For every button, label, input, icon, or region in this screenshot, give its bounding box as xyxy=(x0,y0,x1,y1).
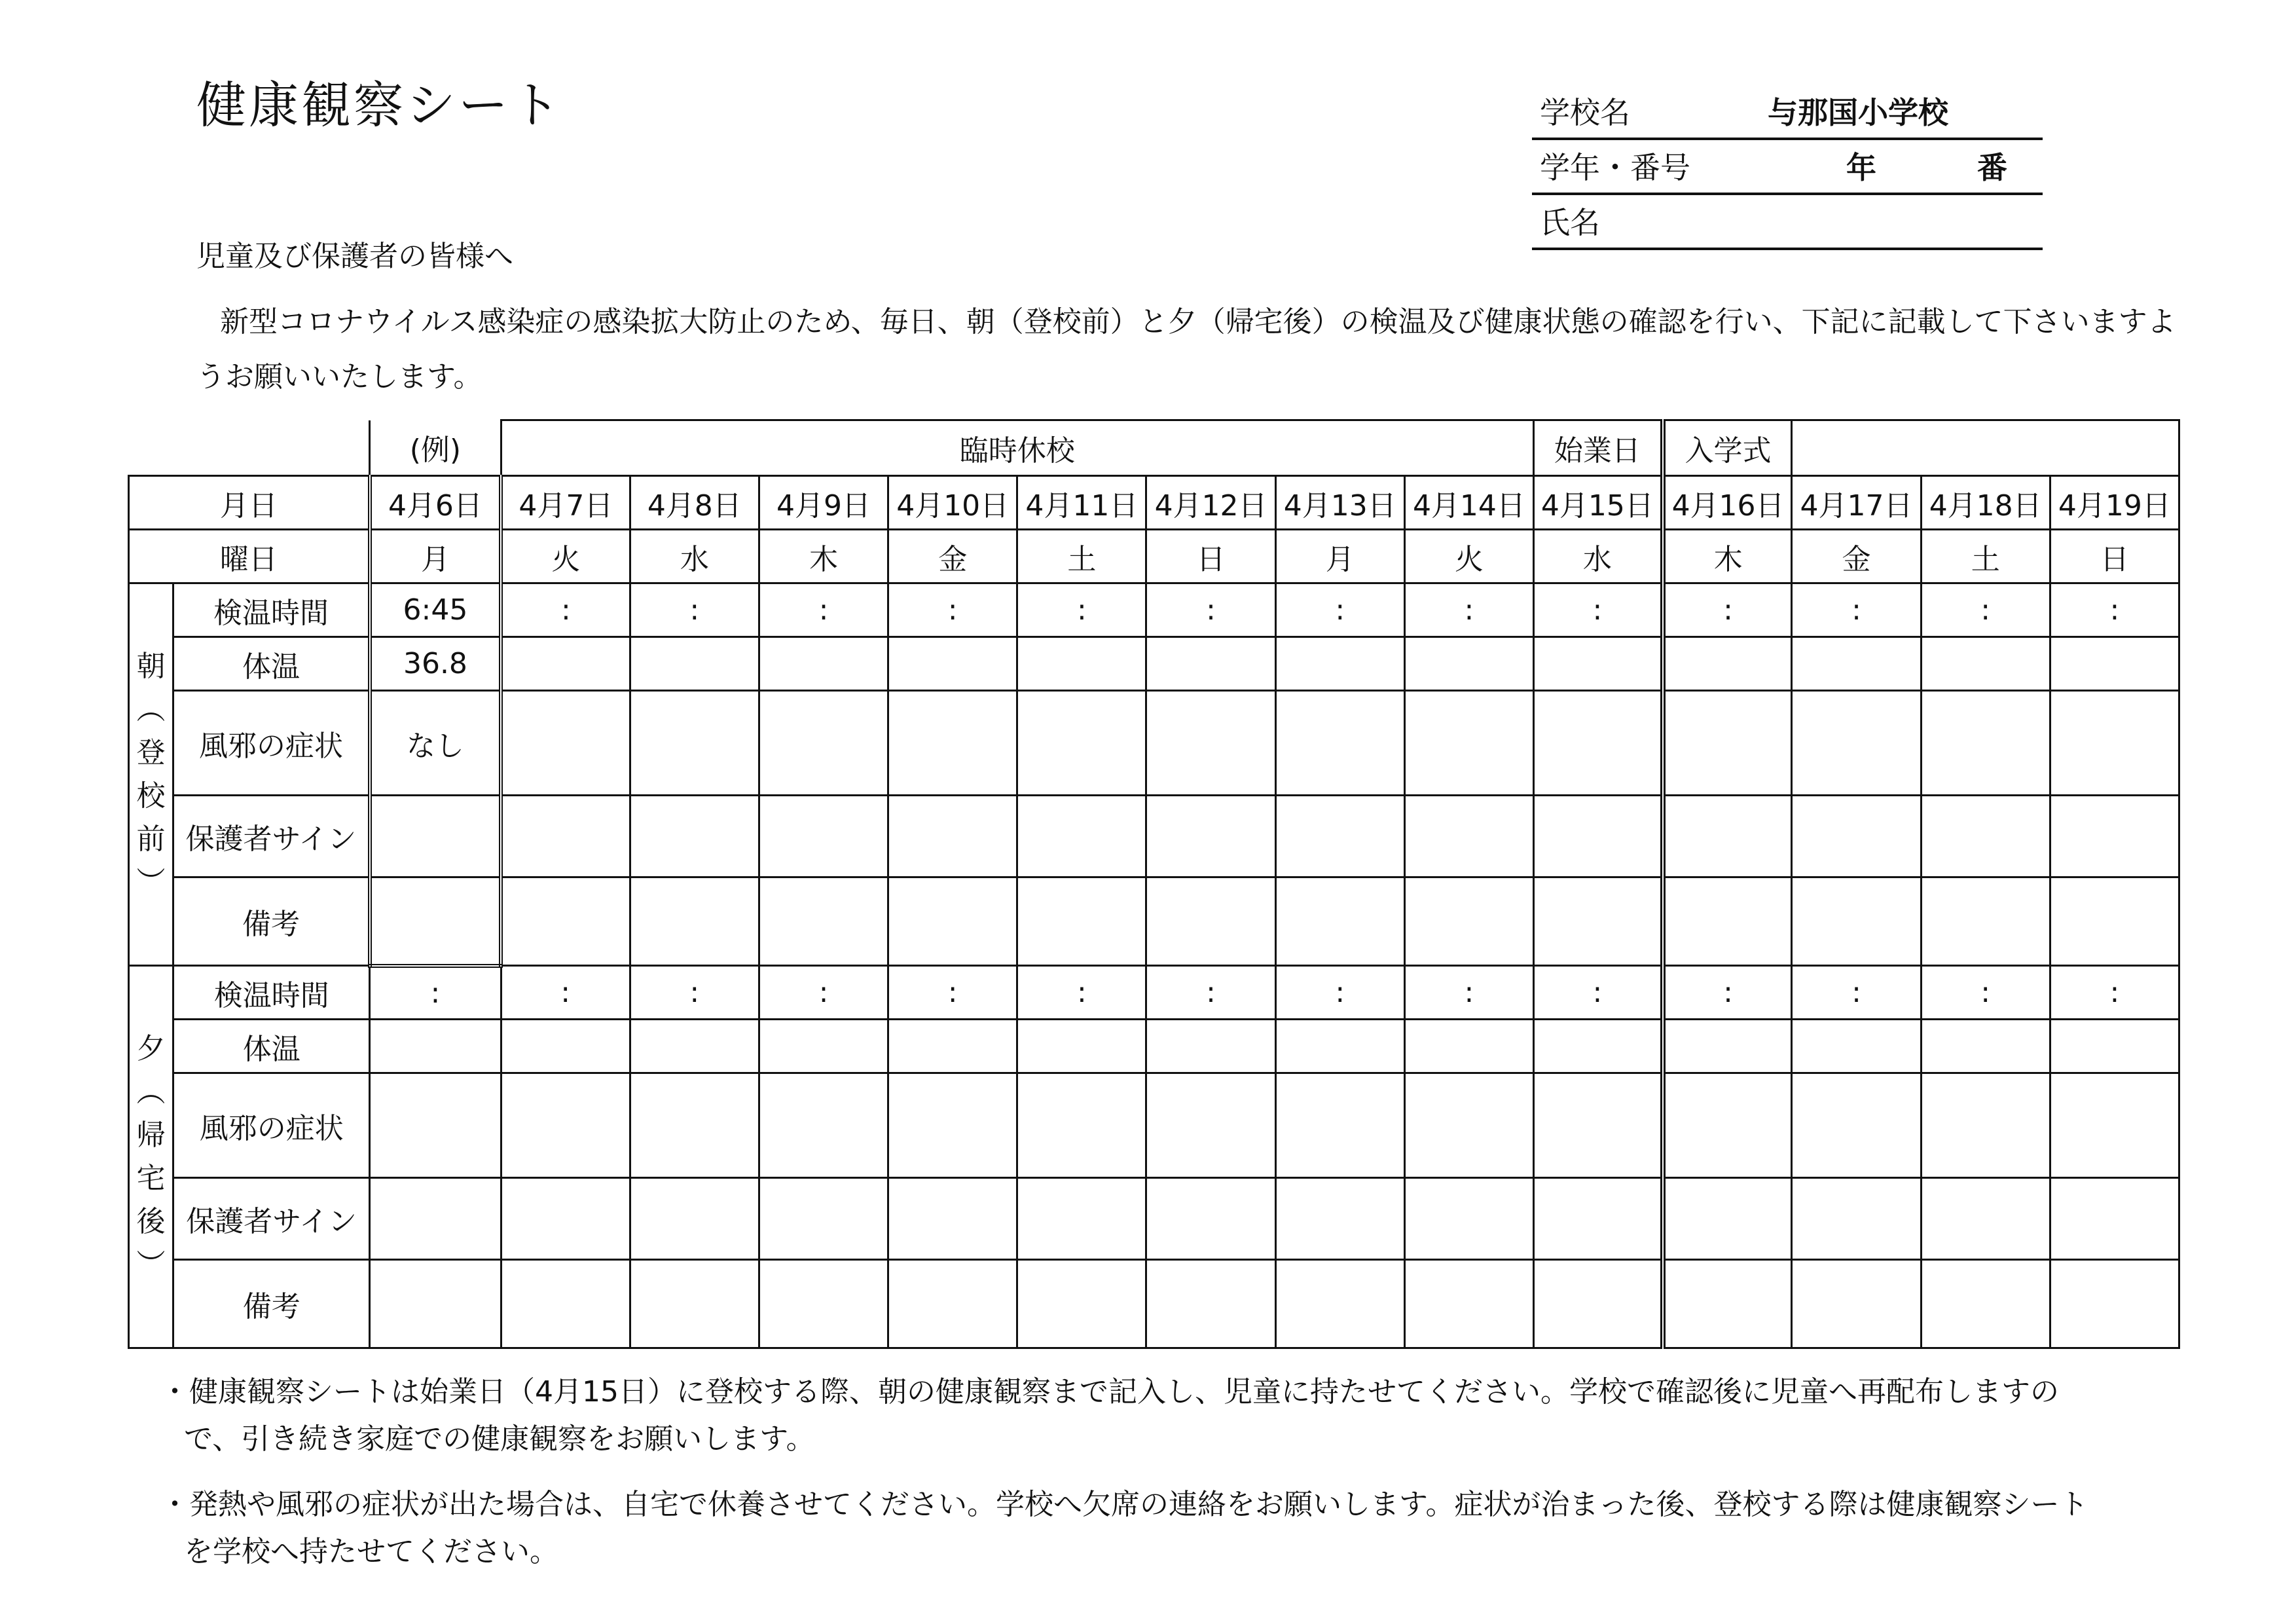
evening-entry-cell[interactable] xyxy=(1404,1178,1533,1260)
intro-paragraph: 新型コロナウイルス感染症の感染拡大防止のため、毎日、朝（登校前）と夕（帰宅後）の検温及び健康状態の確認を行い、下記に記載して下さいますようお願いいたします。 xyxy=(196,305,2176,394)
weekday-cell: 土 xyxy=(1017,530,1146,583)
evening-entry-cell[interactable] xyxy=(888,1178,1017,1260)
morning-row-label: 備考 xyxy=(173,877,370,966)
evening-entry-cell[interactable] xyxy=(1404,1020,1533,1073)
evening-entry-cell[interactable] xyxy=(1534,1073,1663,1178)
grade-number-row[interactable] xyxy=(1532,140,2043,195)
morning-row-label: 風邪の症状 xyxy=(173,691,370,796)
morning-entry-cell[interactable] xyxy=(1534,877,1663,966)
morning-entry-cell[interactable] xyxy=(1921,691,2050,796)
morning-entry-cell[interactable] xyxy=(1017,691,1146,796)
morning-entry-cell[interactable] xyxy=(1792,691,1921,796)
evening-entry-cell[interactable]: : xyxy=(1792,966,1921,1020)
evening-row-0 xyxy=(129,966,2179,1020)
evening-section-label xyxy=(129,966,173,1348)
weekday-cell: 水 xyxy=(1534,530,1663,583)
morning-entry-cell[interactable] xyxy=(1921,877,2050,966)
morning-entry-cell[interactable]: : xyxy=(1792,583,1921,637)
morning-entry-cell[interactable]: : xyxy=(1534,583,1663,637)
morning-entry-cell[interactable]: : xyxy=(1663,583,1792,637)
morning-entry-cell[interactable] xyxy=(1275,691,1404,796)
evening-entry-cell[interactable] xyxy=(1792,1020,1921,1073)
evening-entry-cell[interactable] xyxy=(1275,1073,1404,1178)
morning-entry-cell[interactable] xyxy=(501,796,630,877)
morning-entry-cell[interactable]: : xyxy=(2050,583,2179,637)
number-unit: 番 xyxy=(1977,150,2007,185)
evening-entry-cell[interactable] xyxy=(1534,1178,1663,1260)
evening-row-label: 風邪の症状 xyxy=(173,1073,370,1178)
weekday-cell: 日 xyxy=(2050,530,2179,583)
evening-entry-cell[interactable]: : xyxy=(2050,966,2179,1020)
morning-entry-cell[interactable] xyxy=(1275,796,1404,877)
evening-entry-cell[interactable] xyxy=(1017,1178,1146,1260)
date-cell: 4月8日 xyxy=(630,476,759,530)
morning-entry-cell[interactable] xyxy=(759,637,888,691)
weekday-cell: 日 xyxy=(1146,530,1275,583)
morning-entry-cell[interactable]: : xyxy=(501,583,630,637)
evening-label-char: 夕 xyxy=(136,1031,166,1065)
morning-entry-cell[interactable] xyxy=(1017,796,1146,877)
evening-entry-cell[interactable] xyxy=(1146,1073,1275,1178)
morning-entry-cell[interactable]: : xyxy=(1404,583,1533,637)
morning-example-cell: 36.8 xyxy=(370,637,501,691)
morning-label-char: 前 xyxy=(136,822,166,856)
evening-row-label: 保護者サイン xyxy=(173,1178,370,1260)
morning-entry-cell[interactable] xyxy=(759,796,888,877)
morning-label-char: 登 xyxy=(136,735,166,769)
morning-entry-cell[interactable] xyxy=(501,637,630,691)
evening-entry-cell[interactable] xyxy=(759,1020,888,1073)
evening-entry-cell[interactable] xyxy=(1921,1178,2050,1260)
evening-entry-cell[interactable]: : xyxy=(1275,966,1404,1020)
evening-entry-cell[interactable] xyxy=(1921,1073,2050,1178)
date-cell: 4月13日 xyxy=(1275,476,1404,530)
morning-label-char: 朝 xyxy=(136,649,166,683)
evening-entry-cell[interactable] xyxy=(759,1178,888,1260)
morning-entry-cell[interactable] xyxy=(1017,637,1146,691)
morning-entry-cell[interactable] xyxy=(759,877,888,966)
evening-entry-cell[interactable] xyxy=(1404,1073,1533,1178)
group-header-row xyxy=(129,420,2179,476)
morning-example-cell: なし xyxy=(370,691,501,796)
evening-entry-cell[interactable] xyxy=(1663,1260,1792,1348)
morning-entry-cell[interactable] xyxy=(1404,877,1533,966)
date-cell: 4月18日 xyxy=(1921,476,2050,530)
evening-row-4 xyxy=(129,1260,2179,1348)
morning-entry-cell[interactable] xyxy=(501,877,630,966)
morning-entry-cell[interactable] xyxy=(1404,691,1533,796)
evening-entry-cell[interactable] xyxy=(1921,1020,2050,1073)
opening-day-label: 始業日 xyxy=(1534,420,1663,476)
morning-entry-cell[interactable] xyxy=(1146,877,1275,966)
morning-entry-cell[interactable] xyxy=(2050,637,2179,691)
evening-row-label: 体温 xyxy=(173,1020,370,1073)
evening-entry-cell[interactable] xyxy=(2050,1178,2179,1260)
example-label: (例) xyxy=(370,420,501,476)
evening-entry-cell[interactable] xyxy=(1534,1260,1663,1348)
evening-entry-cell[interactable] xyxy=(630,1073,759,1178)
weekday-cell: 金 xyxy=(1792,530,1921,583)
evening-entry-cell[interactable] xyxy=(1404,1260,1533,1348)
school-label: 学校名 xyxy=(1540,95,1630,130)
evening-entry-cell[interactable] xyxy=(1275,1020,1404,1073)
weekday-cell: 土 xyxy=(1921,530,2050,583)
morning-entry-cell[interactable] xyxy=(2050,877,2179,966)
evening-entry-cell[interactable]: : xyxy=(1017,966,1146,1020)
evening-entry-cell[interactable] xyxy=(501,1260,630,1348)
evening-entry-cell[interactable] xyxy=(630,1020,759,1073)
greeting: 児童及び保護者の皆様へ xyxy=(196,240,513,273)
morning-entry-cell[interactable] xyxy=(630,796,759,877)
weekday-cell: 火 xyxy=(1404,530,1533,583)
date-cell: 4月10日 xyxy=(888,476,1017,530)
evening-entry-cell[interactable]: : xyxy=(1663,966,1792,1020)
date-header: 月日 xyxy=(129,476,370,530)
weekday-cell: 金 xyxy=(888,530,1017,583)
name-label: 氏名 xyxy=(1540,205,1600,240)
date-row xyxy=(129,476,2179,530)
evening-entry-cell[interactable] xyxy=(501,1073,630,1178)
evening-row-3 xyxy=(129,1178,2179,1260)
evening-label-char: 後 xyxy=(136,1204,166,1238)
weekday-cell: 木 xyxy=(1663,530,1792,583)
morning-section-label xyxy=(129,583,173,966)
student-info-block xyxy=(1532,85,2043,250)
morning-row-2 xyxy=(129,691,2179,796)
morning-row-1 xyxy=(129,637,2179,691)
evening-label-char: 宅 xyxy=(136,1161,166,1195)
evening-entry-cell[interactable] xyxy=(1534,1020,1663,1073)
morning-entry-cell[interactable] xyxy=(888,877,1017,966)
morning-entry-cell[interactable]: : xyxy=(1017,583,1146,637)
weekday-cell: 木 xyxy=(759,530,888,583)
morning-entry-cell[interactable] xyxy=(1663,691,1792,796)
date-cell: 4月15日 xyxy=(1534,476,1663,530)
notes xyxy=(160,1369,2111,1594)
morning-entry-cell[interactable] xyxy=(1663,637,1792,691)
evening-example-cell[interactable]: : xyxy=(370,966,501,1020)
date-cell: 4月7日 xyxy=(501,476,630,530)
morning-entry-cell[interactable] xyxy=(759,691,888,796)
morning-entry-cell[interactable] xyxy=(1792,877,1921,966)
evening-entry-cell[interactable] xyxy=(1275,1178,1404,1260)
grade-unit: 年 xyxy=(1846,150,1876,185)
evening-row-label: 検温時間 xyxy=(173,966,370,1020)
morning-row-4 xyxy=(129,877,2179,966)
school-name: 与那国小学校 xyxy=(1768,95,1948,130)
date-cell: 4月11日 xyxy=(1017,476,1146,530)
morning-entry-cell[interactable] xyxy=(1921,637,2050,691)
closure-label: 臨時休校 xyxy=(501,420,1534,476)
note-2: ・発熱や風邪の症状が出た場合は、自宅で休養させてください。学校へ欠席の連絡をお願いします。症状が治まった後、登校する際は健康観察シートを学校へ持たせてください。 xyxy=(160,1488,2088,1568)
evening-entry-cell[interactable] xyxy=(888,1020,1017,1073)
date-cell: 4月9日 xyxy=(759,476,888,530)
evening-entry-cell[interactable] xyxy=(759,1073,888,1178)
evening-example-cell[interactable] xyxy=(370,1020,501,1073)
evening-entry-cell[interactable] xyxy=(2050,1020,2179,1073)
evening-entry-cell[interactable]: : xyxy=(630,966,759,1020)
morning-row-label: 検温時間 xyxy=(173,583,370,637)
example-weekday: 月 xyxy=(370,530,501,583)
evening-entry-cell[interactable] xyxy=(888,1073,1017,1178)
evening-label-char: ︶ xyxy=(136,1247,166,1282)
morning-entry-cell[interactable] xyxy=(1663,796,1792,877)
evening-entry-cell[interactable]: : xyxy=(1921,966,2050,1020)
morning-entry-cell[interactable] xyxy=(888,796,1017,877)
morning-entry-cell[interactable]: : xyxy=(1146,583,1275,637)
morning-entry-cell[interactable] xyxy=(1663,877,1792,966)
evening-entry-cell[interactable] xyxy=(2050,1260,2179,1348)
morning-entry-cell[interactable]: : xyxy=(1921,583,2050,637)
morning-row-0 xyxy=(129,583,2179,637)
evening-entry-cell[interactable]: : xyxy=(501,966,630,1020)
evening-entry-cell[interactable] xyxy=(1792,1260,1921,1348)
blank-group xyxy=(1792,420,2179,476)
morning-entry-cell[interactable] xyxy=(1534,796,1663,877)
evening-entry-cell[interactable] xyxy=(630,1178,759,1260)
health-table xyxy=(128,419,2180,1349)
evening-row-1 xyxy=(129,1020,2179,1073)
date-cell: 4月12日 xyxy=(1146,476,1275,530)
grade-number-label: 学年・番号 xyxy=(1540,150,1690,185)
evening-entry-cell[interactable] xyxy=(1792,1178,1921,1260)
evening-entry-cell[interactable] xyxy=(1792,1073,1921,1178)
morning-entry-cell[interactable] xyxy=(630,691,759,796)
morning-entry-cell[interactable] xyxy=(2050,691,2179,796)
evening-example-cell[interactable] xyxy=(370,1178,501,1260)
date-cell: 4月17日 xyxy=(1792,476,1921,530)
morning-entry-cell[interactable] xyxy=(1792,796,1921,877)
date-cell: 4月19日 xyxy=(2050,476,2179,530)
morning-entry-cell[interactable] xyxy=(1792,637,1921,691)
morning-entry-cell[interactable] xyxy=(630,637,759,691)
weekday-header: 曜日 xyxy=(129,530,370,583)
evening-row-2 xyxy=(129,1073,2179,1178)
morning-entry-cell[interactable] xyxy=(2050,796,2179,877)
weekday-row xyxy=(129,530,2179,583)
evening-entry-cell[interactable] xyxy=(1017,1073,1146,1178)
evening-label-char: ︵ xyxy=(136,1075,166,1109)
morning-example-cell xyxy=(370,796,501,877)
evening-entry-cell[interactable] xyxy=(501,1020,630,1073)
evening-entry-cell[interactable] xyxy=(1663,1020,1792,1073)
morning-row-label: 保護者サイン xyxy=(173,796,370,877)
evening-entry-cell[interactable]: : xyxy=(759,966,888,1020)
morning-row-3 xyxy=(129,796,2179,877)
morning-label-char: ︶ xyxy=(136,865,166,899)
evening-entry-cell[interactable] xyxy=(888,1260,1017,1348)
name-row[interactable] xyxy=(1532,195,2043,250)
morning-example-cell xyxy=(370,877,501,966)
example-date: 4月6日 xyxy=(370,476,501,530)
evening-entry-cell[interactable] xyxy=(1146,1260,1275,1348)
morning-entry-cell[interactable]: : xyxy=(759,583,888,637)
weekday-cell: 火 xyxy=(501,530,630,583)
morning-entry-cell[interactable] xyxy=(888,691,1017,796)
evening-entry-cell[interactable] xyxy=(1146,1020,1275,1073)
entrance-label: 入学式 xyxy=(1663,420,1792,476)
blank-corner xyxy=(129,420,370,476)
evening-entry-cell[interactable] xyxy=(1017,1020,1146,1073)
morning-entry-cell[interactable] xyxy=(501,691,630,796)
morning-entry-cell[interactable]: : xyxy=(630,583,759,637)
morning-entry-cell[interactable]: : xyxy=(888,583,1017,637)
morning-entry-cell[interactable] xyxy=(1146,691,1275,796)
evening-entry-cell[interactable]: : xyxy=(888,966,1017,1020)
evening-entry-cell[interactable]: : xyxy=(1146,966,1275,1020)
morning-entry-cell[interactable] xyxy=(1275,877,1404,966)
note-1: ・健康観察シートは始業日（4月15日）に登校する際、朝の健康観察まで記入し、児童に持たせてください。学校で確認後に児童へ再配布しますので、引き続き家庭での健康観察をお願いします。 xyxy=(160,1375,2059,1456)
weekday-cell: 月 xyxy=(1275,530,1404,583)
evening-entry-cell[interactable]: : xyxy=(1534,966,1663,1020)
morning-entry-cell[interactable] xyxy=(1146,637,1275,691)
evening-entry-cell[interactable] xyxy=(1663,1178,1792,1260)
evening-example-cell[interactable] xyxy=(370,1260,501,1348)
morning-entry-cell[interactable] xyxy=(888,637,1017,691)
evening-entry-cell[interactable] xyxy=(1921,1260,2050,1348)
evening-entry-cell[interactable]: : xyxy=(1404,966,1533,1020)
morning-entry-cell[interactable] xyxy=(1275,637,1404,691)
date-cell: 4月14日 xyxy=(1404,476,1533,530)
evening-example-cell[interactable] xyxy=(370,1073,501,1178)
school-row xyxy=(1532,85,2043,140)
evening-entry-cell[interactable] xyxy=(630,1260,759,1348)
evening-row-label: 備考 xyxy=(173,1260,370,1348)
morning-entry-cell[interactable] xyxy=(1017,877,1146,966)
weekday-cell: 水 xyxy=(630,530,759,583)
evening-entry-cell[interactable] xyxy=(759,1260,888,1348)
date-cell: 4月16日 xyxy=(1663,476,1792,530)
table-body xyxy=(129,420,2179,1348)
evening-entry-cell[interactable] xyxy=(1275,1260,1404,1348)
morning-entry-cell[interactable] xyxy=(1921,796,2050,877)
evening-entry-cell[interactable] xyxy=(1146,1178,1275,1260)
evening-entry-cell[interactable] xyxy=(501,1178,630,1260)
evening-label-char: 帰 xyxy=(136,1118,166,1152)
morning-example-cell: 6:45 xyxy=(370,583,501,637)
morning-entry-cell[interactable] xyxy=(1534,637,1663,691)
morning-entry-cell[interactable] xyxy=(1534,691,1663,796)
morning-label-char: ︵ xyxy=(136,692,166,726)
morning-row-label: 体温 xyxy=(173,637,370,691)
page-title: 健康観察シート xyxy=(196,76,563,134)
evening-entry-cell[interactable] xyxy=(1663,1073,1792,1178)
evening-entry-cell[interactable] xyxy=(2050,1073,2179,1178)
evening-entry-cell[interactable] xyxy=(1017,1260,1146,1348)
morning-entry-cell[interactable] xyxy=(1404,637,1533,691)
morning-entry-cell[interactable] xyxy=(1404,796,1533,877)
morning-entry-cell[interactable] xyxy=(1146,796,1275,877)
morning-entry-cell[interactable] xyxy=(630,877,759,966)
morning-label-char: 校 xyxy=(136,779,166,813)
morning-entry-cell[interactable]: : xyxy=(1275,583,1404,637)
